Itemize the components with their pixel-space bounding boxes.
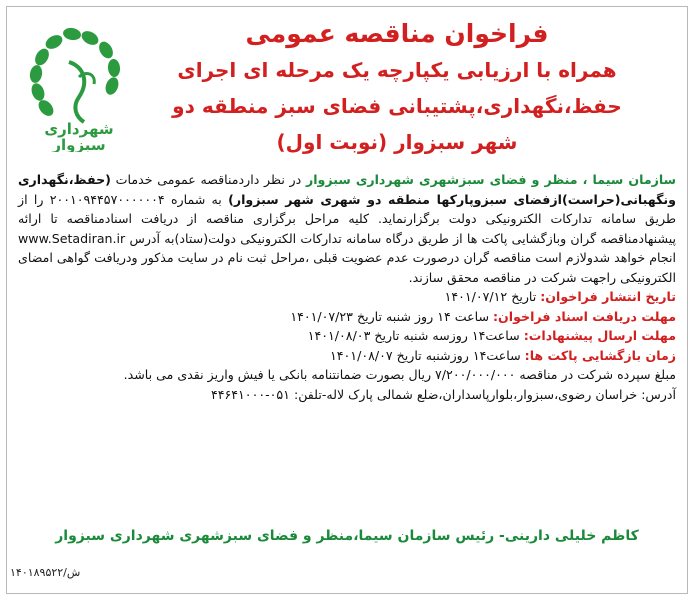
svg-text:شهرداری: شهرداری — [44, 120, 114, 138]
date-row — [18, 287, 676, 307]
signature-line: کاظم خلیلی دارینی- رئیس سازمان سیما،منظر و فضای سبزشهری شهرداری سبزوار — [55, 528, 639, 544]
date-value: تاریخ ۱۴۰۱/۰۷/۱۲ — [444, 289, 541, 304]
date-label: مهلت ارسال پیشنهادات: — [523, 328, 676, 343]
notice-code: ۱۴۰۱۸۹۵۲۲/ش — [10, 566, 81, 579]
organization-logo — [24, 22, 134, 152]
date-value: ساعت ۱۴ روز شنبه تاریخ ۱۴۰۱/۰۷/۲۳ — [290, 308, 493, 324]
notice-body — [18, 170, 676, 404]
date-label: مهلت دریافت اسناد فراخوان: — [493, 308, 676, 324]
organization-name: سازمان سیما ، منظر و فضای سبزشهری شهرداری سبزوار — [305, 172, 676, 187]
intro-text-a: در نظر داردمناقصه عمومی خدمات — [110, 172, 306, 187]
date-label: زمان بازگشایی پاکت ها: — [524, 347, 676, 363]
date-label: تاریخ انتشار فراخوان: — [540, 289, 676, 304]
setad-url[interactable]: www.Setadiran.ir — [18, 230, 126, 246]
deposit-text: مبلغ سپرده شرکت در مناقصه ۷/۲۰۰/۰۰۰/۰۰۰ ریال بصورت ضمانتنامه بانکی یا فیش واریز نقدی می باشد. — [123, 367, 676, 382]
date-value: ساعت۱۴ روزسه شنبه تاریخ ۱۴۰۱/۰۸/۰۳ — [307, 328, 524, 343]
address-text: آدرس: خراسان رضوی،سبزوار،بلوارپاسداران،ضلع شمالی پارک لاله-تلفن: ۰۵۱-۴۴۶۴۱۰۰۰ — [210, 386, 676, 402]
intro-text-b: به شماره ۲۰۰۱۰۹۴۴۵۷۰۰۰۰۰۰۴ را از طریق سامانه تدارکات الکترونیکی دولت برگزارنماید. کلیه مراحل برگزاری مناقصه از دریافت اسنادمناقصه تا ارائه پیشنهادمناقصه گران وبازگشایی پاکت ها از طریق درگاه سامانه تدارکات الکترونیکی دولت(ستاد)به آدرس — [18, 191, 676, 246]
title-line-1: فراخوان مناقصه عمومی — [245, 19, 549, 48]
title-line-3: حفظ،نگهداری،پشتیبانی فضای سبز منطقه دو — [172, 94, 622, 118]
intro-text-c: انجام خواهد شدولازم است مناقصه گران درصورت عدم عضویت قبلی ،مراحل ثبت نام در سایت مذکور ودریافت گواهی امضای الکترونیکی راجهت شرکت در مناقصه محقق سازند. — [18, 250, 676, 285]
notice-title — [140, 16, 654, 160]
date-row — [18, 326, 676, 346]
intro-paragraph — [18, 170, 676, 287]
title-line-2: همراه با ارزیابی یکپارچه یک مرحله ای اجرای — [177, 58, 617, 82]
date-value: ساعت۱۴ روزشنبه تاریخ ۱۴۰۱/۰۸/۰۷ — [330, 347, 525, 363]
svg-text:سبزوار: سبزوار — [52, 136, 106, 152]
service-title: (حفظ،نگهداری ونگهبانی(حراست)ازفضای سبزوپارکها منطقه دو شهری شهر سبزوار) — [18, 172, 676, 207]
title-line-4: شهر سبزوار (نوبت اول) — [276, 130, 518, 154]
date-row — [18, 307, 676, 327]
date-row — [18, 346, 676, 366]
